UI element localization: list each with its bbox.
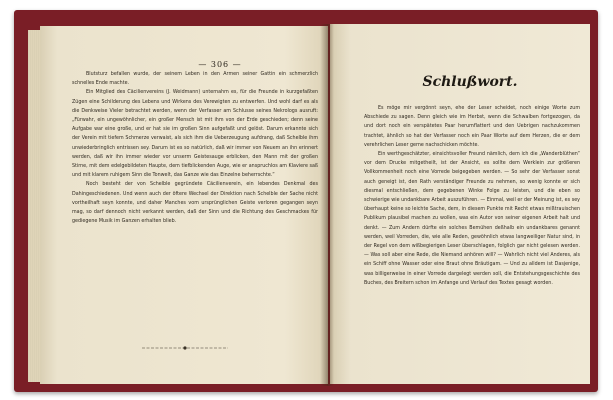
page-number: — 306 — [198, 60, 242, 69]
paragraph: Ein werthgeschätzter, einsichtsvoller Freund nämlich, dem ich die „Wanderblüthen“ vor dem Drucke mitgetheilt, ist der Ansicht, es sollte dem Werklein zur größeren Vollkommenheit noch eine Vorrede beigegeben werden. — So sehr der Verfasser sonst auch geneigt ist, den Rath verständiger Freunde zu nehmen, so wenig konnte er sich diesmal entschließen, dem gegebenen Winke Folge zu leisten, und die eben so schwierige wie undankbare Arbeit auszuführen. — Einmal, weil er der Meinung ist, es sey überhaupt keine so leichte Sache, dem, in diesem Punkte mit Recht etwas mißtrauischen Publikum plausibel machen zu wollen, was ein Autor von seiner eigenen Arbeit halt und denkt. — Zum Andern dürfte ein solches Bemühen deßhalb ein undankbares genannt werden, weil Vorreden, die, wie alle Reden, gewöhnlich etwas langweiliger Natur sind, in der Regel von dem wißbegierigen Leser überschlagen, folglich gar nicht gelesen werden. — Was soll aber eine Rede, die Niemand anhören will? — Wahrlich nicht viel Anderes, als ein Schiff ohne Wasser oder eine Braut ohne Bräutigam. — Und zu alldem ist Dasjenige, was billigerweise in einer Vorrede dargelegt werden soll, die Entstehungsgeschichte des Buches, des Breitern schon im Anfange und Verlauf des Textes gesagt worden. [364, 152, 580, 286]
page-edges [28, 30, 40, 382]
paragraph: Noch besteht der von Schelble gegründete Cäcilienverein, ein lebendes Denkmal des Dahingeschiedenen. Und wenn auch der öftere Wechsel der Direktion nach Schelble der Sache nicht vortheilhaft seyn konnte, und daher Manches vom ursprünglichen Geiste verloren gegangen seyn mag, so darf dennoch nicht verkannt werden, daß der Sinn und die Richtung des Geschmackes für gediegene Musik im Ganzen erhalten blieb. [72, 182, 318, 225]
left-page [40, 26, 328, 384]
chapter-heading: Schlußwort. [422, 74, 518, 90]
paragraph: Blutsturz befallen wurde, der seinem Leben in den Armen seiner Gattin ein schmerzlich schnelles Ende machte. [72, 72, 318, 87]
right-page-text [364, 104, 580, 288]
ornament-divider [140, 345, 230, 351]
paragraph: Es möge mir vergönnt seyn, ehe der Leser scheidet, noch einige Worte zum Abschiede zu sagen. Denn gleich wie im Herbst, wenn die Schwalben fortgezogen, da und dort noch ein verspätetes Paar herumflattert und den Uebrigen nachzukommen trachtet, ähnlich so hat der Verfasser noch ein Paar Worte auf dem Herzen, die er dem verehrlichen Leser gerne nachschicken möchte. [364, 106, 580, 148]
right-page [330, 24, 590, 384]
book-gutter [320, 24, 334, 386]
left-page-text [72, 70, 318, 226]
paragraph: Ein Mitglied des Cäcilienvereins (J. Weidmann) unternahm es, für die Freunde in kurzgefaßten Zügen eine Schilderung des Lebens und Wirkens des Verewigten zu entwerfen. Und wohl darf es als die Denkweise Vieler betrachtet werden, wenn der Verfasser am Schlusse seines Nekrologs ausruft: „Fürwahr, ein ungewöhnlicher, ein großer Mensch ist mit ihm von der Erde geschieden; denn seine Aufgabe war eine große, und er hat sie im großen Sinn aufgefaßt und gelöst. Darum erkannte sich der Verein mit tiefem Schmerze verwaist, als sich ihm die Ueberzeugung aufdrang, daß Schelble ihm unwiederbringlich entrissen sey. Darum ist es so natürlich, daß wir immer von Neuem an ihn erinnert werden, daß wir ihn immer wieder vor unserm Geistesauge erblicken, den Mann mit der großen Stirne, mit dem edelgebildeten Haupte, dem tiefblickenden Auge, wie er anspruchlos am Klaviere saß und mit klarem ruhigem Sinn die Tonwelt, das Ganze wie das Einzelne beherrschte.“ [72, 90, 318, 179]
book-cover [14, 10, 598, 392]
